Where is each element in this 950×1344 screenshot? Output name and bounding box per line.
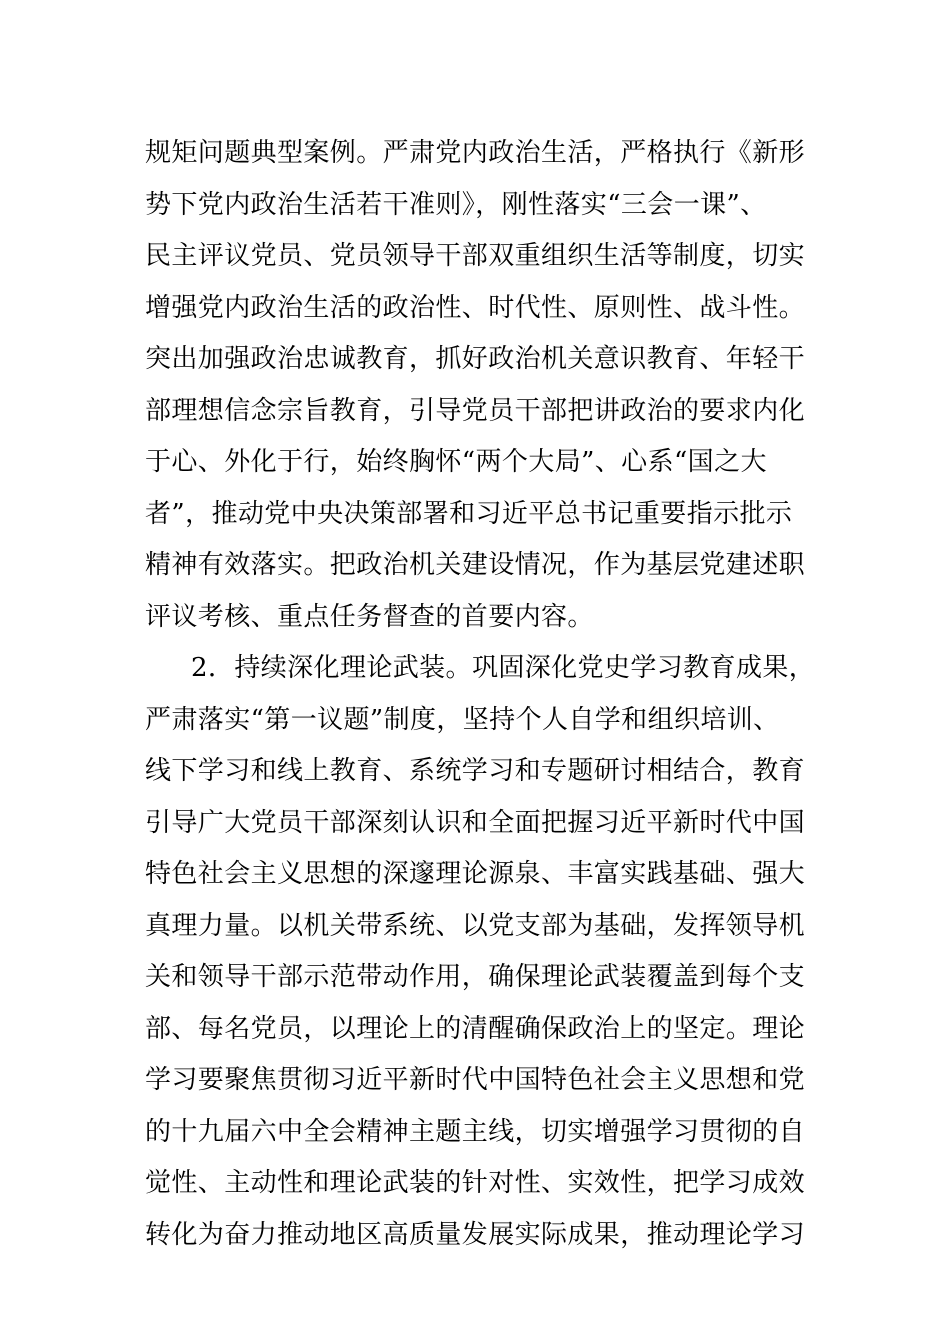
text-line: 精神有效落实。把政治机关建设情况，作为基层党建述职 [145,550,806,580]
text-line: 势下党内政治生活若干准则》，刚性落实“三会一课”、 [145,189,767,220]
text-line: 引导广大党员干部深刻认识和全面把握习近平新时代中国 [145,807,806,838]
text-line: 者”，推动党中央决策部署和习近平总书记重要指示批示 [145,498,793,529]
text-line: 特色社会主义思想的深邃理论源泉、丰富实践基础、强大 [145,859,806,889]
text-line: 的十九届六中全会精神主题主线，切实增强学习贯彻的自 [145,1116,806,1147]
text-line: 部理想信念宗旨教育，引导党员干部把讲政治的要求内化 [145,395,806,426]
text-line: 增强党内政治生活的政治性、时代性、原则性、战斗性。 [145,292,806,323]
body-text [145,128,816,1261]
text-line: 民主评议党员、党员领导干部双重组织生活等制度，切实 [145,241,806,271]
text-line: 规矩问题典型案例。严肃党内政治生活，严格执行《新形 [145,138,806,168]
text-line: 评议考核、重点任务督查的首要内容。 [145,601,594,632]
text-line: 学习要聚焦贯彻习近平新时代中国特色社会主义思想和党 [145,1065,806,1095]
text-line: 关和领导干部示范带动作用，确保理论武装覆盖到每个支 [145,962,806,992]
text-line: 转化为奋力推动地区高质量发展实际成果，推动理论学习 [145,1219,806,1250]
text-line: 真理力量。以机关带系统、以党支部为基础，发挥领导机 [145,910,806,941]
text-line: 线下学习和线上教育、系统学习和专题研讨相结合，教育 [145,756,806,786]
section-heading-line: 2．持续深化理论武装。巩固深化党史学习教育成果， [191,653,816,683]
text-line: 于心、外化于行，始终胸怀“两个大局”、心系“国之大 [145,447,767,477]
text-line: 觉性、主动性和理论武装的针对性、实效性，把学习成效 [145,1168,806,1198]
text-line: 严肃落实“第一议题”制度，坚持个人自学和组织培训、 [145,704,780,735]
text-line: 突出加强政治忠诚教育，抓好政治机关意识教育、年轻干 [145,344,806,374]
text-line: 部、每名党员，以理论上的清醒确保政治上的坚定。理论 [145,1013,806,1044]
